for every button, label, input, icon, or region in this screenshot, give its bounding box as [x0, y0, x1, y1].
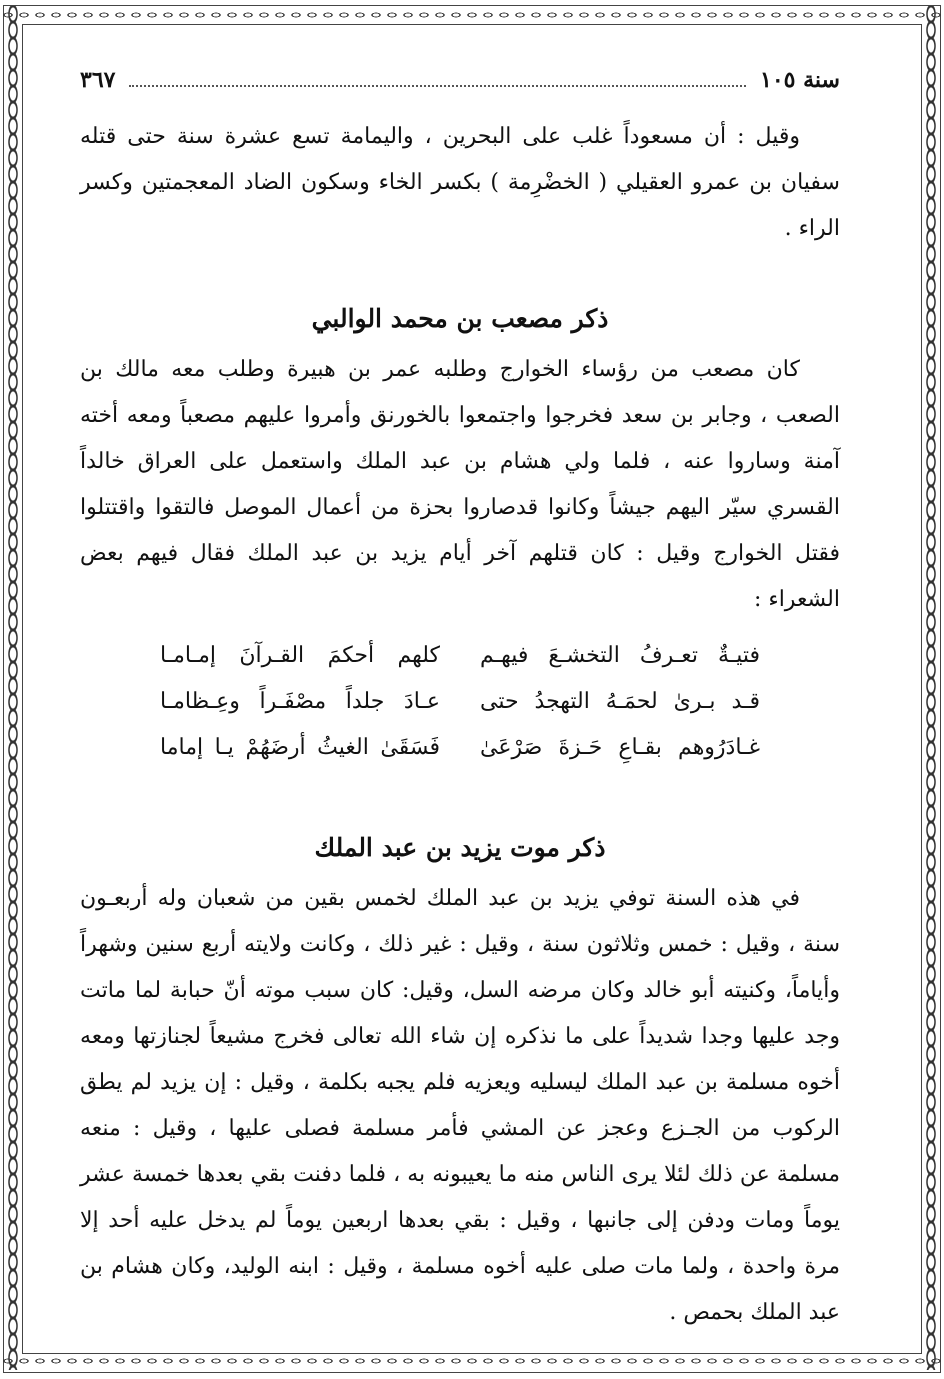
poem-verse — [160, 633, 760, 679]
verse-first-hemistich: غـادَرُوهم بقـاعِ حَـزةَ صَرْعَىٰ — [480, 735, 760, 760]
section-paragraph-musab: كان مصعب من رؤساء الخوارج وطلبه عمر بن هبيرة وطلب معه مالك بن الصعب ، وجابر بن سعد فخرجوا واجتمعوا بالخورنق وأمروا عليهم مصعباً ومعه أخته آمنة وساروا عنه ، فلما ولي هشام بن عبد الملك واستعمل على العراق خالداً القسري سيّر اليهم جيشاً وكانوا قدصاروا بحزة من أعمال الموصل فالتقوا واقتتلوا فقتل الخوارج وقيل : كان قتلهم آخر أيام يزيد بن عبد الملك فقال فيهم بعض الشعراء : — [80, 357, 840, 612]
intro-paragraph: وقيل : أن مسعوداً غلب على البحرين ، واليمامة تسع عشرة سنة حتى قتله سفيان بن عمرو العقيلي ( الخضْرِمة ) بكسر الخاء وسكون الضاد المعجمتين وكسر الراء . — [80, 124, 840, 241]
verse-first-hemistich: قـد بـرىٰ لحمَـهُ التهجدُ حتى — [480, 689, 760, 714]
poem-verse — [160, 679, 760, 725]
verse-second-hemistich: كلهم أحكمَ القـرآنَ إمـامـا — [160, 643, 440, 668]
ornamental-border-left — [4, 6, 22, 1370]
header-dotted-leader — [129, 85, 746, 87]
page-content — [80, 60, 840, 1340]
verse-first-hemistich: فتيـةٌ تعـرفُ التخشـعَ فيهـم — [480, 643, 760, 668]
poem — [160, 633, 760, 771]
running-head-year: سنة ١٠٥ — [760, 67, 840, 93]
poem-verse — [160, 725, 760, 771]
section-paragraph-yazid-death: في هذه السنة توفي يزيد بن عبد الملك لخمس بقين من شعبان وله أربعـون سنة ، وقيل : خمس وثلاثون سنة ، وقيل : غير ذلك ، وكانت ولايته أربع سنين وشهراً وأياماً، وكنيته أبو خالد وكان مرضه السل، وقيل: كان سبب موته أنّ حبابة لما ماتت وجد عليها وجدا شديداً على ما نذكره إن شاء الله تعالى فخرج مشيعاً لجنازتها ومعه أخوه مسلمة بن عبد الملك ليسليه ويعزيه فلم يجبه بكلمة ، وقيل : إن يزيد لم يطق الركوب من الجـزع وعجز عن المشي فأمر مسلمة فصلى عليها ، وقيل : منعه مسلمة عن ذلك لئلا يرى الناس منه ما يعيبونه به ، فلما دفنت بقي بعدها خمسة عشر يوماً ومات ودفن إلى جانبها ، وقيل : بقي بعدها اربعين يوماً لم يدخل عليه أحد إلا مرة واحدة ، ولما مات صلى عليه أخوه مسلمة ، وقيل : ابنه الوليد، وكان هشام بن عبد الملك بحمص . — [80, 886, 840, 1325]
page-header — [80, 60, 840, 100]
page-number: ٣٦٧ — [80, 67, 116, 93]
ornamental-border-right — [922, 6, 940, 1370]
ornamental-border-top — [0, 6, 944, 24]
ornamental-border-bottom — [0, 1352, 944, 1370]
verse-second-hemistich: فَسَقَىٰ الغيثُ أرضَهُمْ يـا إماما — [160, 735, 440, 760]
section-heading-yazid-death: ذكر موت يزيد بن عبد الملك — [314, 833, 606, 862]
verse-second-hemistich: عـادَ جلداً مصْفَـراً وعِـظامـا — [160, 689, 440, 714]
section-heading-musab: ذكر مصعب بن محمد الوالبي — [311, 304, 609, 333]
